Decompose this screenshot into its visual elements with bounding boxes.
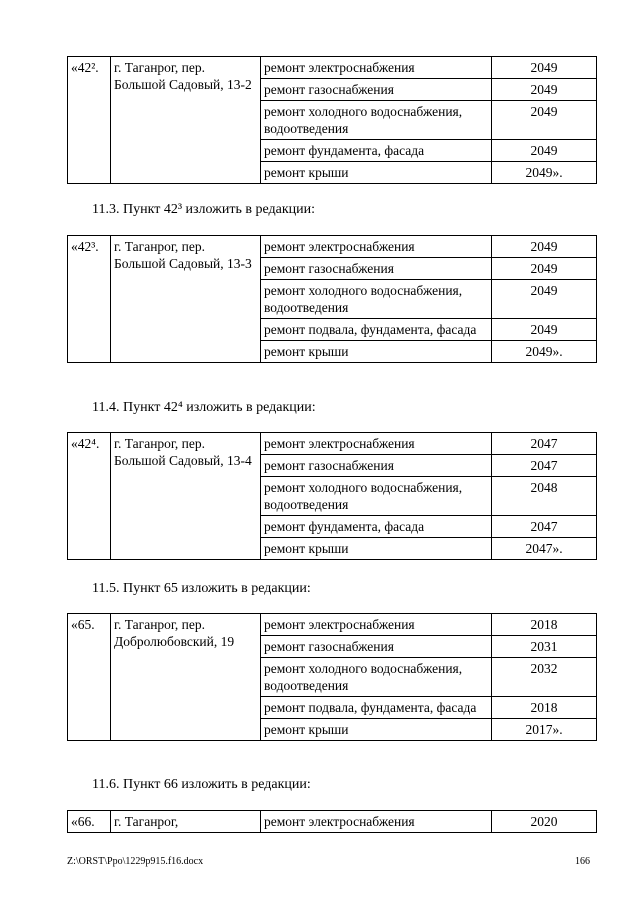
year-cell: 2048 <box>492 477 597 516</box>
paragraph-11-6: 11.6. Пункт 66 изложить в редакции: <box>92 777 311 792</box>
work-cell: ремонт подвала, фундамента, фасада <box>261 319 492 341</box>
year-cell: 2032 <box>492 658 597 697</box>
item-address: г. Таганрог, <box>111 811 261 833</box>
footer-file-path: Z:\ORST\Ppo\1229p915.f16.docx <box>67 856 204 867</box>
paragraph-11-5: 11.5. Пункт 65 изложить в редакции: <box>92 581 311 596</box>
item-address: г. Таганрог, пер. Большой Садовый, 13-3 <box>111 236 261 363</box>
work-cell: ремонт электроснабжения <box>261 811 492 833</box>
item-number: «65. <box>68 614 111 741</box>
year-cell: 2049 <box>492 101 597 140</box>
year-cell: 2017». <box>492 719 597 741</box>
year-cell: 2031 <box>492 636 597 658</box>
work-cell: ремонт холодного водоснабжения, водоотведения <box>261 477 492 516</box>
work-cell: ремонт холодного водоснабжения, водоотведения <box>261 658 492 697</box>
item-number: «66. <box>68 811 111 833</box>
paragraph-11-4: 11.4. Пункт 42⁴ изложить в редакции: <box>92 400 316 415</box>
year-cell: 2049 <box>492 79 597 101</box>
item-number: «42². <box>68 57 111 184</box>
work-cell: ремонт газоснабжения <box>261 258 492 280</box>
year-cell: 2018 <box>492 697 597 719</box>
work-cell: ремонт крыши <box>261 719 492 741</box>
year-cell: 2049 <box>492 280 597 319</box>
year-cell: 2049 <box>492 57 597 79</box>
year-cell: 2049 <box>492 319 597 341</box>
work-cell: ремонт холодного водоснабжения, водоотведения <box>261 280 492 319</box>
item-address: г. Таганрог, пер. Добролюбовский, 19 <box>111 614 261 741</box>
footer-page-number: 166 <box>575 856 590 867</box>
table-item-66 <box>67 810 597 833</box>
work-cell: ремонт фундамента, фасада <box>261 140 492 162</box>
work-cell: ремонт газоснабжения <box>261 79 492 101</box>
item-number: «42³. <box>68 236 111 363</box>
year-cell: 2020 <box>492 811 597 833</box>
work-cell: ремонт электроснабжения <box>261 614 492 636</box>
work-cell: ремонт электроснабжения <box>261 236 492 258</box>
year-cell: 2018 <box>492 614 597 636</box>
table-item-42-3 <box>67 235 597 363</box>
item-number: «42⁴. <box>68 433 111 560</box>
item-address: г. Таганрог, пер. Большой Садовый, 13-2 <box>111 57 261 184</box>
table-item-42-2 <box>67 56 597 184</box>
work-cell: ремонт электроснабжения <box>261 433 492 455</box>
paragraph-11-3: 11.3. Пункт 42³ изложить в редакции: <box>92 202 315 217</box>
item-address: г. Таганрог, пер. Большой Садовый, 13-4 <box>111 433 261 560</box>
work-cell: ремонт крыши <box>261 538 492 560</box>
work-cell: ремонт электроснабжения <box>261 57 492 79</box>
year-cell: 2049». <box>492 341 597 363</box>
year-cell: 2047 <box>492 516 597 538</box>
year-cell: 2049 <box>492 258 597 280</box>
work-cell: ремонт фундамента, фасада <box>261 516 492 538</box>
work-cell: ремонт газоснабжения <box>261 455 492 477</box>
work-cell: ремонт крыши <box>261 162 492 184</box>
year-cell: 2047 <box>492 455 597 477</box>
work-cell: ремонт подвала, фундамента, фасада <box>261 697 492 719</box>
work-cell: ремонт холодного водоснабжения, водоотведения <box>261 101 492 140</box>
year-cell: 2047». <box>492 538 597 560</box>
table-item-65 <box>67 613 597 741</box>
table-item-42-4 <box>67 432 597 560</box>
year-cell: 2049 <box>492 236 597 258</box>
year-cell: 2049 <box>492 140 597 162</box>
work-cell: ремонт крыши <box>261 341 492 363</box>
year-cell: 2049». <box>492 162 597 184</box>
year-cell: 2047 <box>492 433 597 455</box>
work-cell: ремонт газоснабжения <box>261 636 492 658</box>
